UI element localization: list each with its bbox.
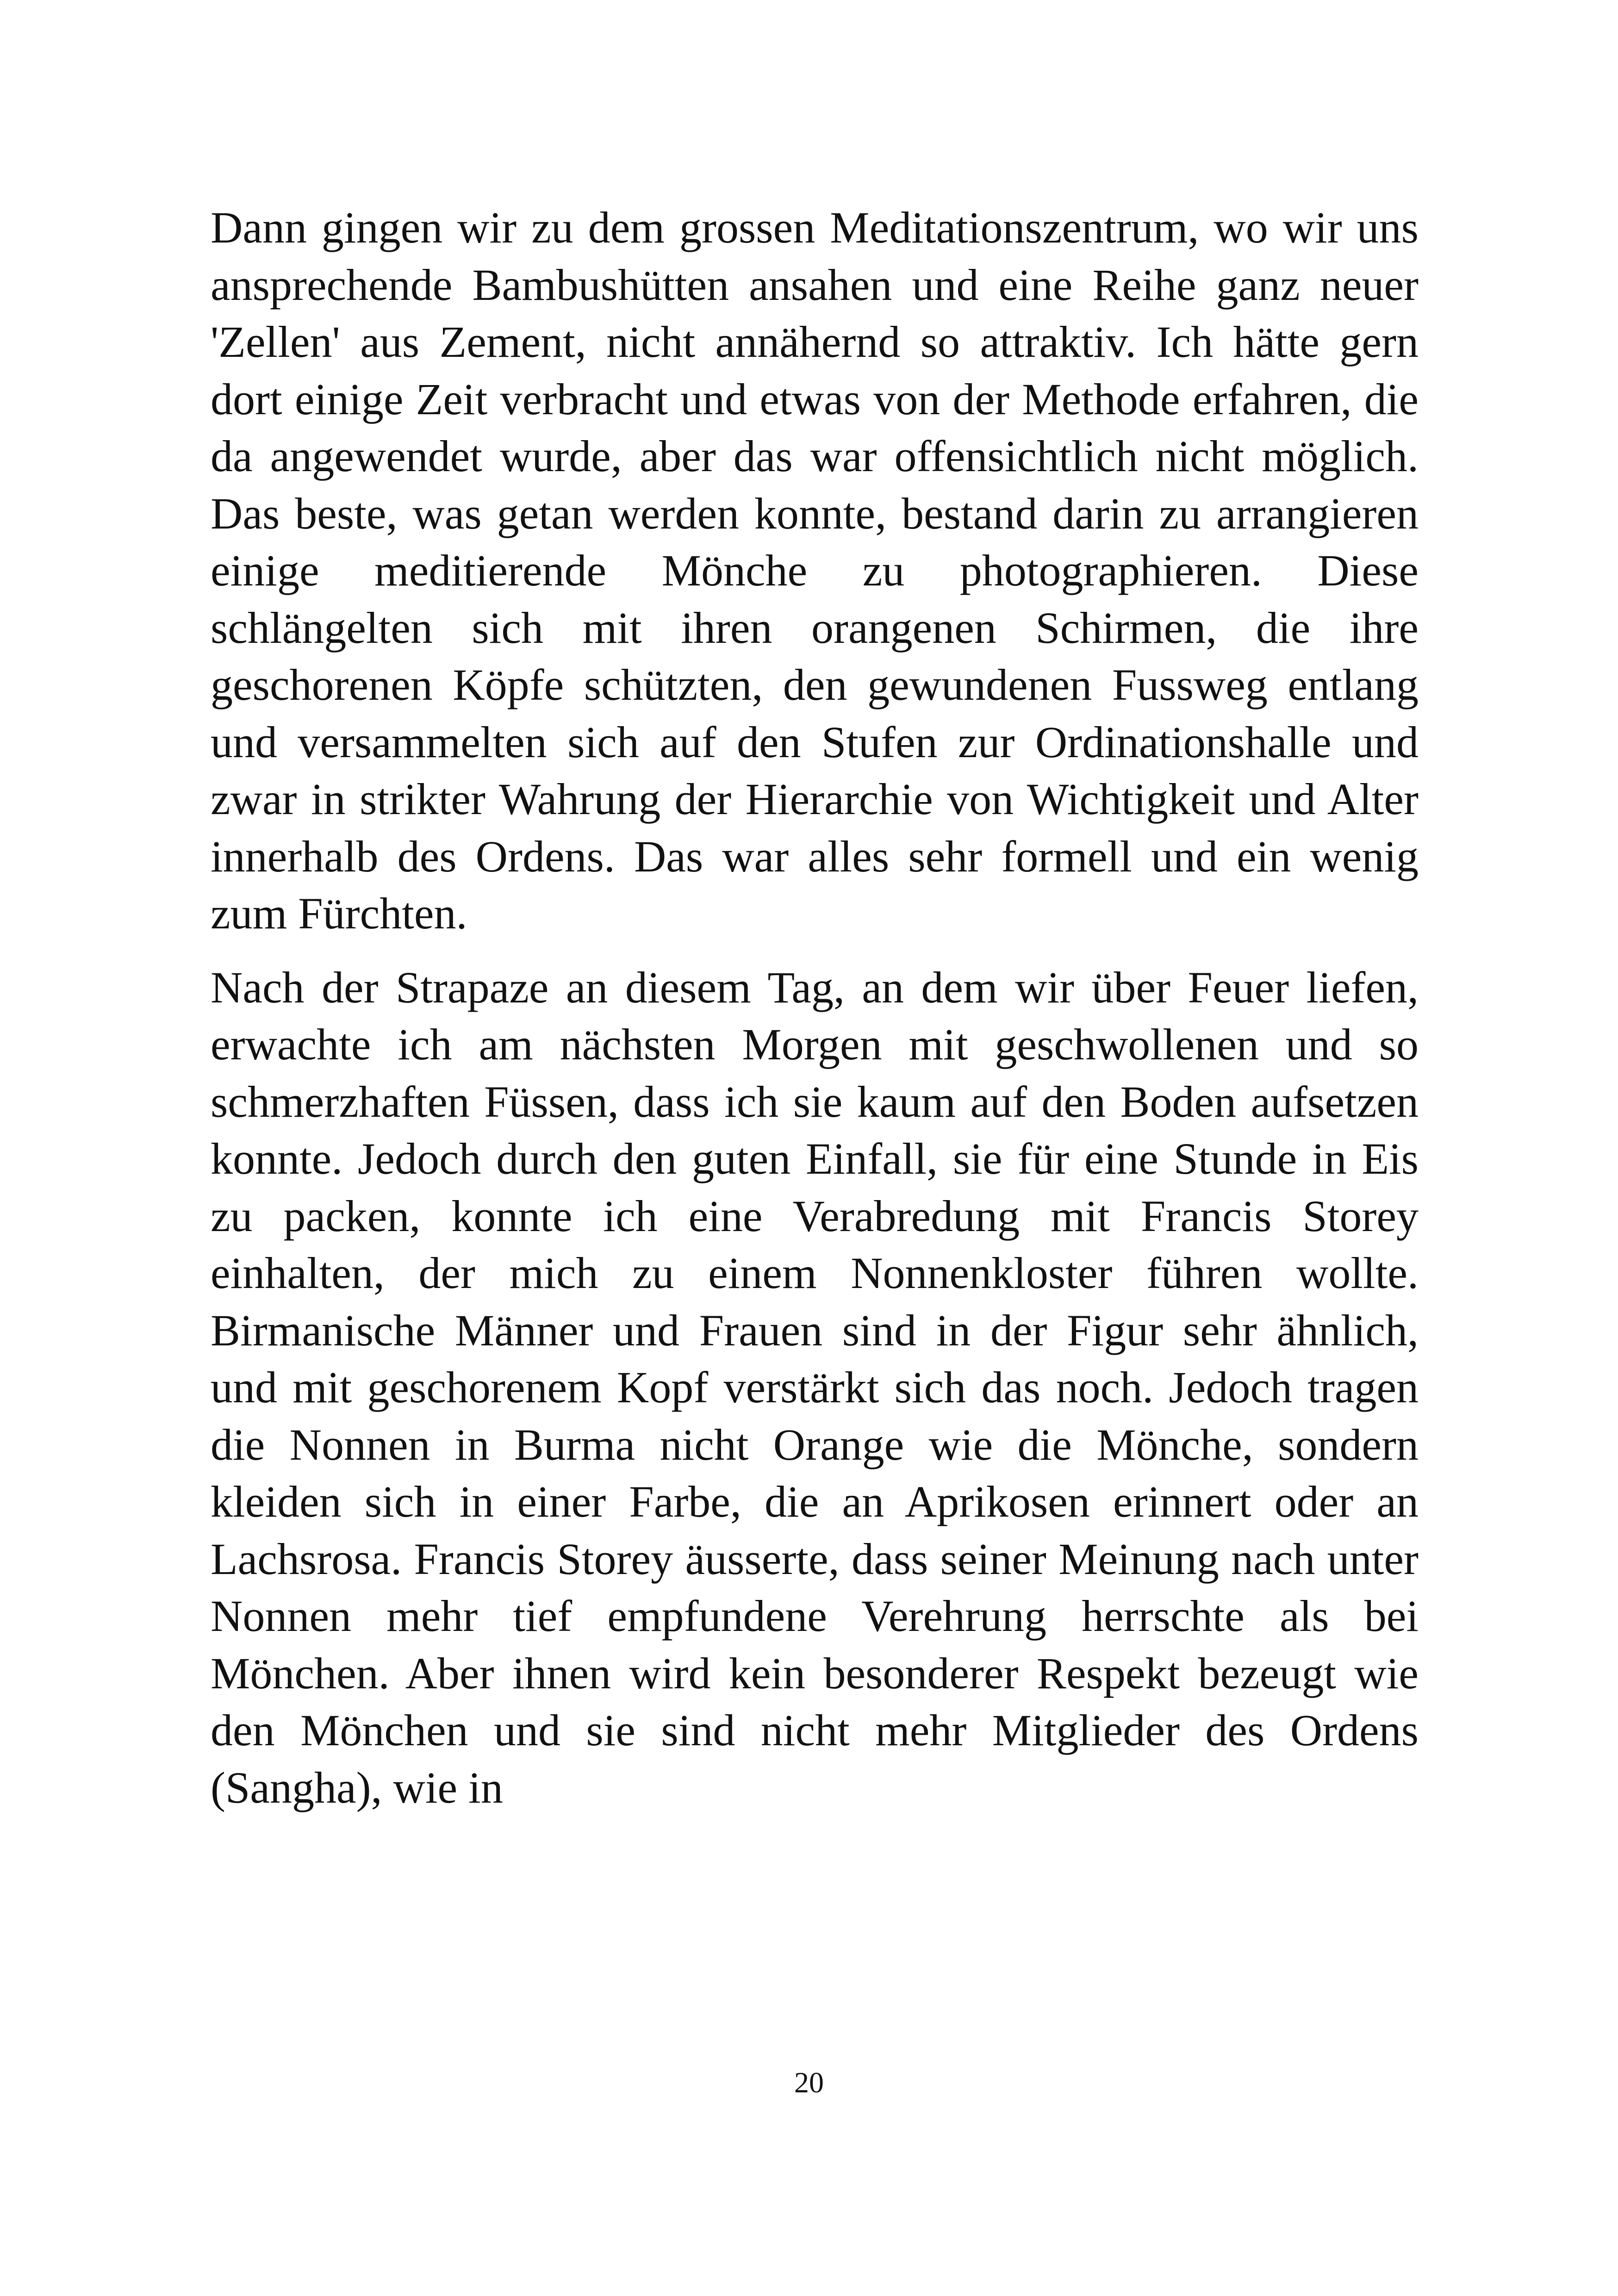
page-number: 20 bbox=[794, 2066, 824, 2099]
body-text bbox=[211, 199, 1419, 1816]
paragraph-1: Dann gingen wir zu dem grossen Meditationszentrum, wo wir uns ansprechende Bambushütten ansahen und eine Reihe ganz neuer 'Zellen' aus Zement, nicht annähernd so attraktiv. Ich hätte gern dort einige Zeit verbracht und etwas von der Methode erfahren, die da angewendet wurde, aber das war offensichtlich nicht möglich. Das beste, was getan werden konnte, bestand darin zu arrangieren einige meditierende Mönche zu photographieren. Diese schlängelten sich mit ihren orangenen Schirmen, die ihre geschorenen Köpfe schützten, den gewundenen Fussweg entlang und versammelten sich auf den Stufen zur Ordinationshalle und zwar in strikter Wahrung der Hierarchie von Wichtigkeit und Alter innerhalb des Ordens. Das war alles sehr formell und ein wenig zum Fürchten. bbox=[211, 203, 1419, 938]
paragraph-2: Nach der Strapaze an diesem Tag, an dem wir über Feuer liefen, erwachte ich am nächsten Morgen mit geschwollenen und so schmerzhaften Füssen, dass ich sie kaum auf den Boden aufsetzen konnte. Jedoch durch den guten Einfall, sie für eine Stunde in Eis zu packen, konnte ich eine Verabredung mit Francis Storey einhalten, der mich zu einem Nonnenkloster führen wollte. Birmanische Männer und Frauen sind in der Figur sehr ähnlich, und mit geschorenem Kopf verstärkt sich das noch. Jedoch tragen die Nonnen in Burma nicht Orange wie die Mönche, sondern kleiden sich in einer Farbe, die an Aprikosen erinnert oder an Lachsrosa. Francis Storey äusserte, dass seiner Meinung nach unter Nonnen mehr tief empfundene Verehrung herrschte als bei Mönchen. Aber ihnen wird kein besonderer Respekt bezeugt wie den Mönchen und sie sind nicht mehr Mitglieder des Ordens (Sangha), wie in bbox=[211, 962, 1419, 1812]
